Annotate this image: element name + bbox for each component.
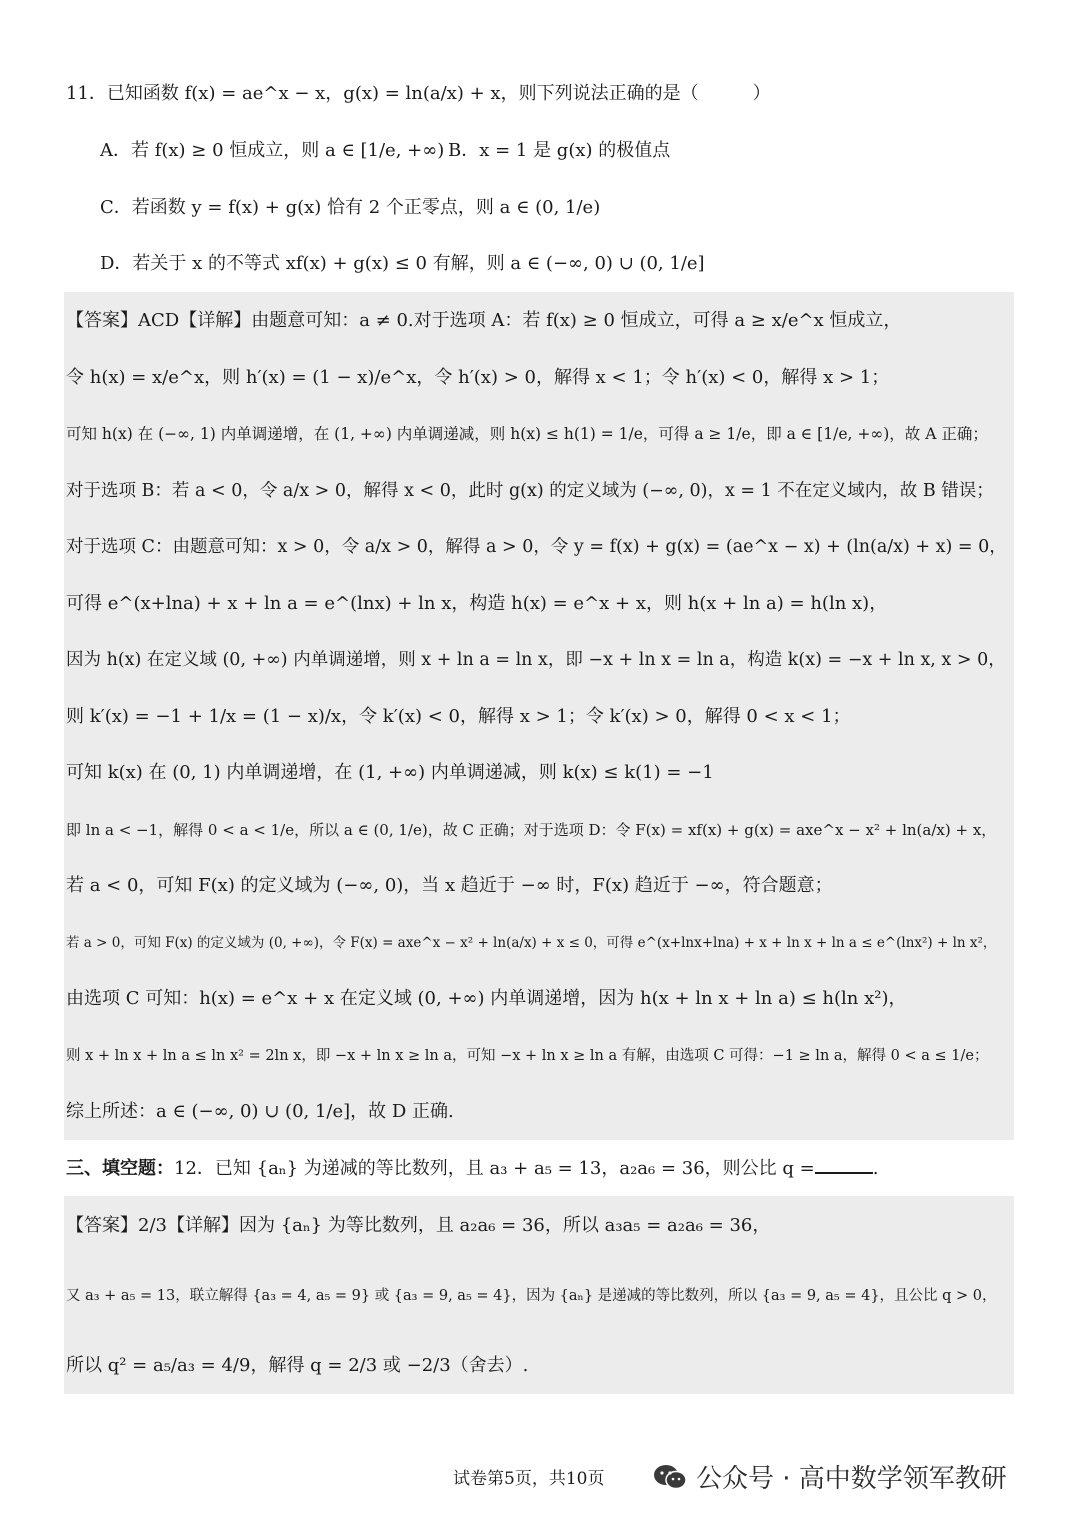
answer-11-line-14: 则 x + ln x + ln a ≤ ln x² = 2ln x，即 −x + ln x ≥ ln a，可知 −x + ln x ≥ ln a 有解，由选项 C 可得：−1 ≥ ln a，解得 0 < a ≤ 1/e； bbox=[66, 1048, 989, 1064]
answer-11-line-15: 综上所述：a ∈ (−∞, 0) ∪ (0, 1/e]，故 D 正确. bbox=[66, 1101, 454, 1122]
problem-12-end: . bbox=[872, 1158, 879, 1179]
answer-12-line-2: 又 a₃ + a₅ = 13，联立解得 {a₃ = 4, a₅ = 9} 或 {a₃ = 9, a₅ = 4}，因为 {aₙ} 是递减的等比数列，所以 {a₃ = 9, a₅ = 4}，且公比 q > 0， bbox=[66, 1288, 997, 1304]
answer-11-line-10: 即 ln a < −1，解得 0 < a < 1/e，所以 a ∈ (0, 1/e)，故 C 正确；对于选项 D：令 F(x) = xf(x) + g(x) = axe^x − x² + ln(a/x) + x， bbox=[66, 821, 997, 839]
watermark bbox=[652, 1458, 1007, 1495]
answer-11-line-12: 若 a > 0，可知 F(x) 的定义域为 (0, +∞)，令 F(x) = axe^x − x² + ln(a/x) + x ≤ 0，可得 e^(x+lnx+lna) + x + ln x + ln a ≤ e^(lnx²) + ln x²， bbox=[66, 935, 997, 951]
answer-11-line-1: 【答案】ACD【详解】由题意可知：a ≠ 0.对于选项 A：若 f(x) ≥ 0 恒成立，可得 a ≥ x/e^x 恒成立， bbox=[66, 310, 902, 331]
answer-11-line-2: 令 h(x) = x/e^x，则 h′(x) = (1 − x)/e^x，令 h′(x) > 0，解得 x < 1；令 h′(x) < 0，解得 x > 1； bbox=[66, 367, 890, 388]
option-b: B．x = 1 是 g(x) 的极值点 bbox=[448, 140, 671, 161]
answer-11-line-5: 对于选项 C：由题意可知：x > 0，令 a/x > 0，解得 a > 0，令 y = f(x) + g(x) = (ae^x − x) + (ln(a/x) + x) = 0， bbox=[66, 537, 1007, 557]
answer-12-line-1: 【答案】2/3【详解】因为 {aₙ} 为等比数列，且 a₂a₆ = 36，所以 a₃a₅ = a₂a₆ = 36， bbox=[66, 1215, 771, 1236]
answer-11-line-9: 可知 k(x) 在 (0, 1) 内单调递增，在 (1, +∞) 内单调递减，则 k(x) ≤ k(1) = −1 bbox=[66, 762, 714, 783]
watermark-text: 公众号 · 高中数学领军教研 bbox=[696, 1464, 1007, 1494]
option-c: C．若函数 y = f(x) + g(x) 恰有 2 个正零点，则 a ∈ (0, 1/e) bbox=[100, 197, 601, 218]
answer-11-line-4: 对于选项 B：若 a < 0，令 a/x > 0，解得 x < 0，此时 g(x) 的定义域为 (−∞, 0)，x = 1 不在定义域内，故 B 错误； bbox=[66, 481, 994, 501]
answer-11-line-7: 因为 h(x) 在定义域 (0, +∞) 内单调递增，则 x + ln a = ln x，即 −x + ln x = ln a，构造 k(x) = −x + ln x, x > 0， bbox=[66, 650, 1006, 670]
answer-11-line-3: 可知 h(x) 在 (−∞, 1) 内单调递增，在 (1, +∞) 内单调递减，则 h(x) ≤ h(1) = 1/e，可得 a ≥ 1/e，即 a ∈ [1/e, +∞)，故 A 正确； bbox=[66, 425, 988, 443]
option-d: D．若关于 x 的不等式 xf(x) + g(x) ≤ 0 有解，则 a ∈ (−∞, 0) ∪ (0, 1/e] bbox=[100, 253, 705, 274]
wechat-icon bbox=[652, 1462, 688, 1492]
problem-11-stem: 11．已知函数 f(x) = ae^x − x，g(x) = ln(a/x) + x，则下列说法正确的是（ ） bbox=[66, 83, 771, 104]
answer-blank bbox=[815, 1158, 873, 1174]
answer-11-line-8: 则 k′(x) = −1 + 1/x = (1 − x)/x，令 k′(x) < 0，解得 x > 1；令 k′(x) > 0，解得 0 < x < 1； bbox=[66, 706, 851, 727]
option-a: A．若 f(x) ≥ 0 恒成立，则 a ∈ [1/e, +∞) bbox=[100, 140, 445, 161]
answer-11-line-11: 若 a < 0，可知 F(x) 的定义域为 (−∞, 0)，当 x 趋近于 −∞ 时，F(x) 趋近于 −∞，符合题意； bbox=[66, 875, 833, 896]
page-number: 试卷第5页，共10页 bbox=[453, 1469, 605, 1489]
problem-12-line bbox=[66, 1157, 878, 1181]
section-3-heading: 三、填空题： bbox=[66, 1158, 174, 1179]
problem-12-stem: 12．已知 {aₙ} 为递减的等比数列，且 a₃ + a₅ = 13，a₂a₆ = 36，则公比 q = bbox=[174, 1158, 815, 1179]
answer-12-line-3: 所以 q² = a₅/a₃ = 4/9，解得 q = 2/3 或 −2/3（舍去）. bbox=[66, 1355, 529, 1376]
answer-11-line-13: 由选项 C 可知：h(x) = e^x + x 在定义域 (0, +∞) 内单调递增，因为 h(x + ln x + ln a) ≤ h(ln x²)， bbox=[66, 988, 907, 1009]
answer-11-line-6: 可得 e^(x+lna) + x + ln a = e^(lnx) + ln x，构造 h(x) = e^x + x，则 h(x + ln a) = h(ln x)， bbox=[66, 593, 888, 614]
